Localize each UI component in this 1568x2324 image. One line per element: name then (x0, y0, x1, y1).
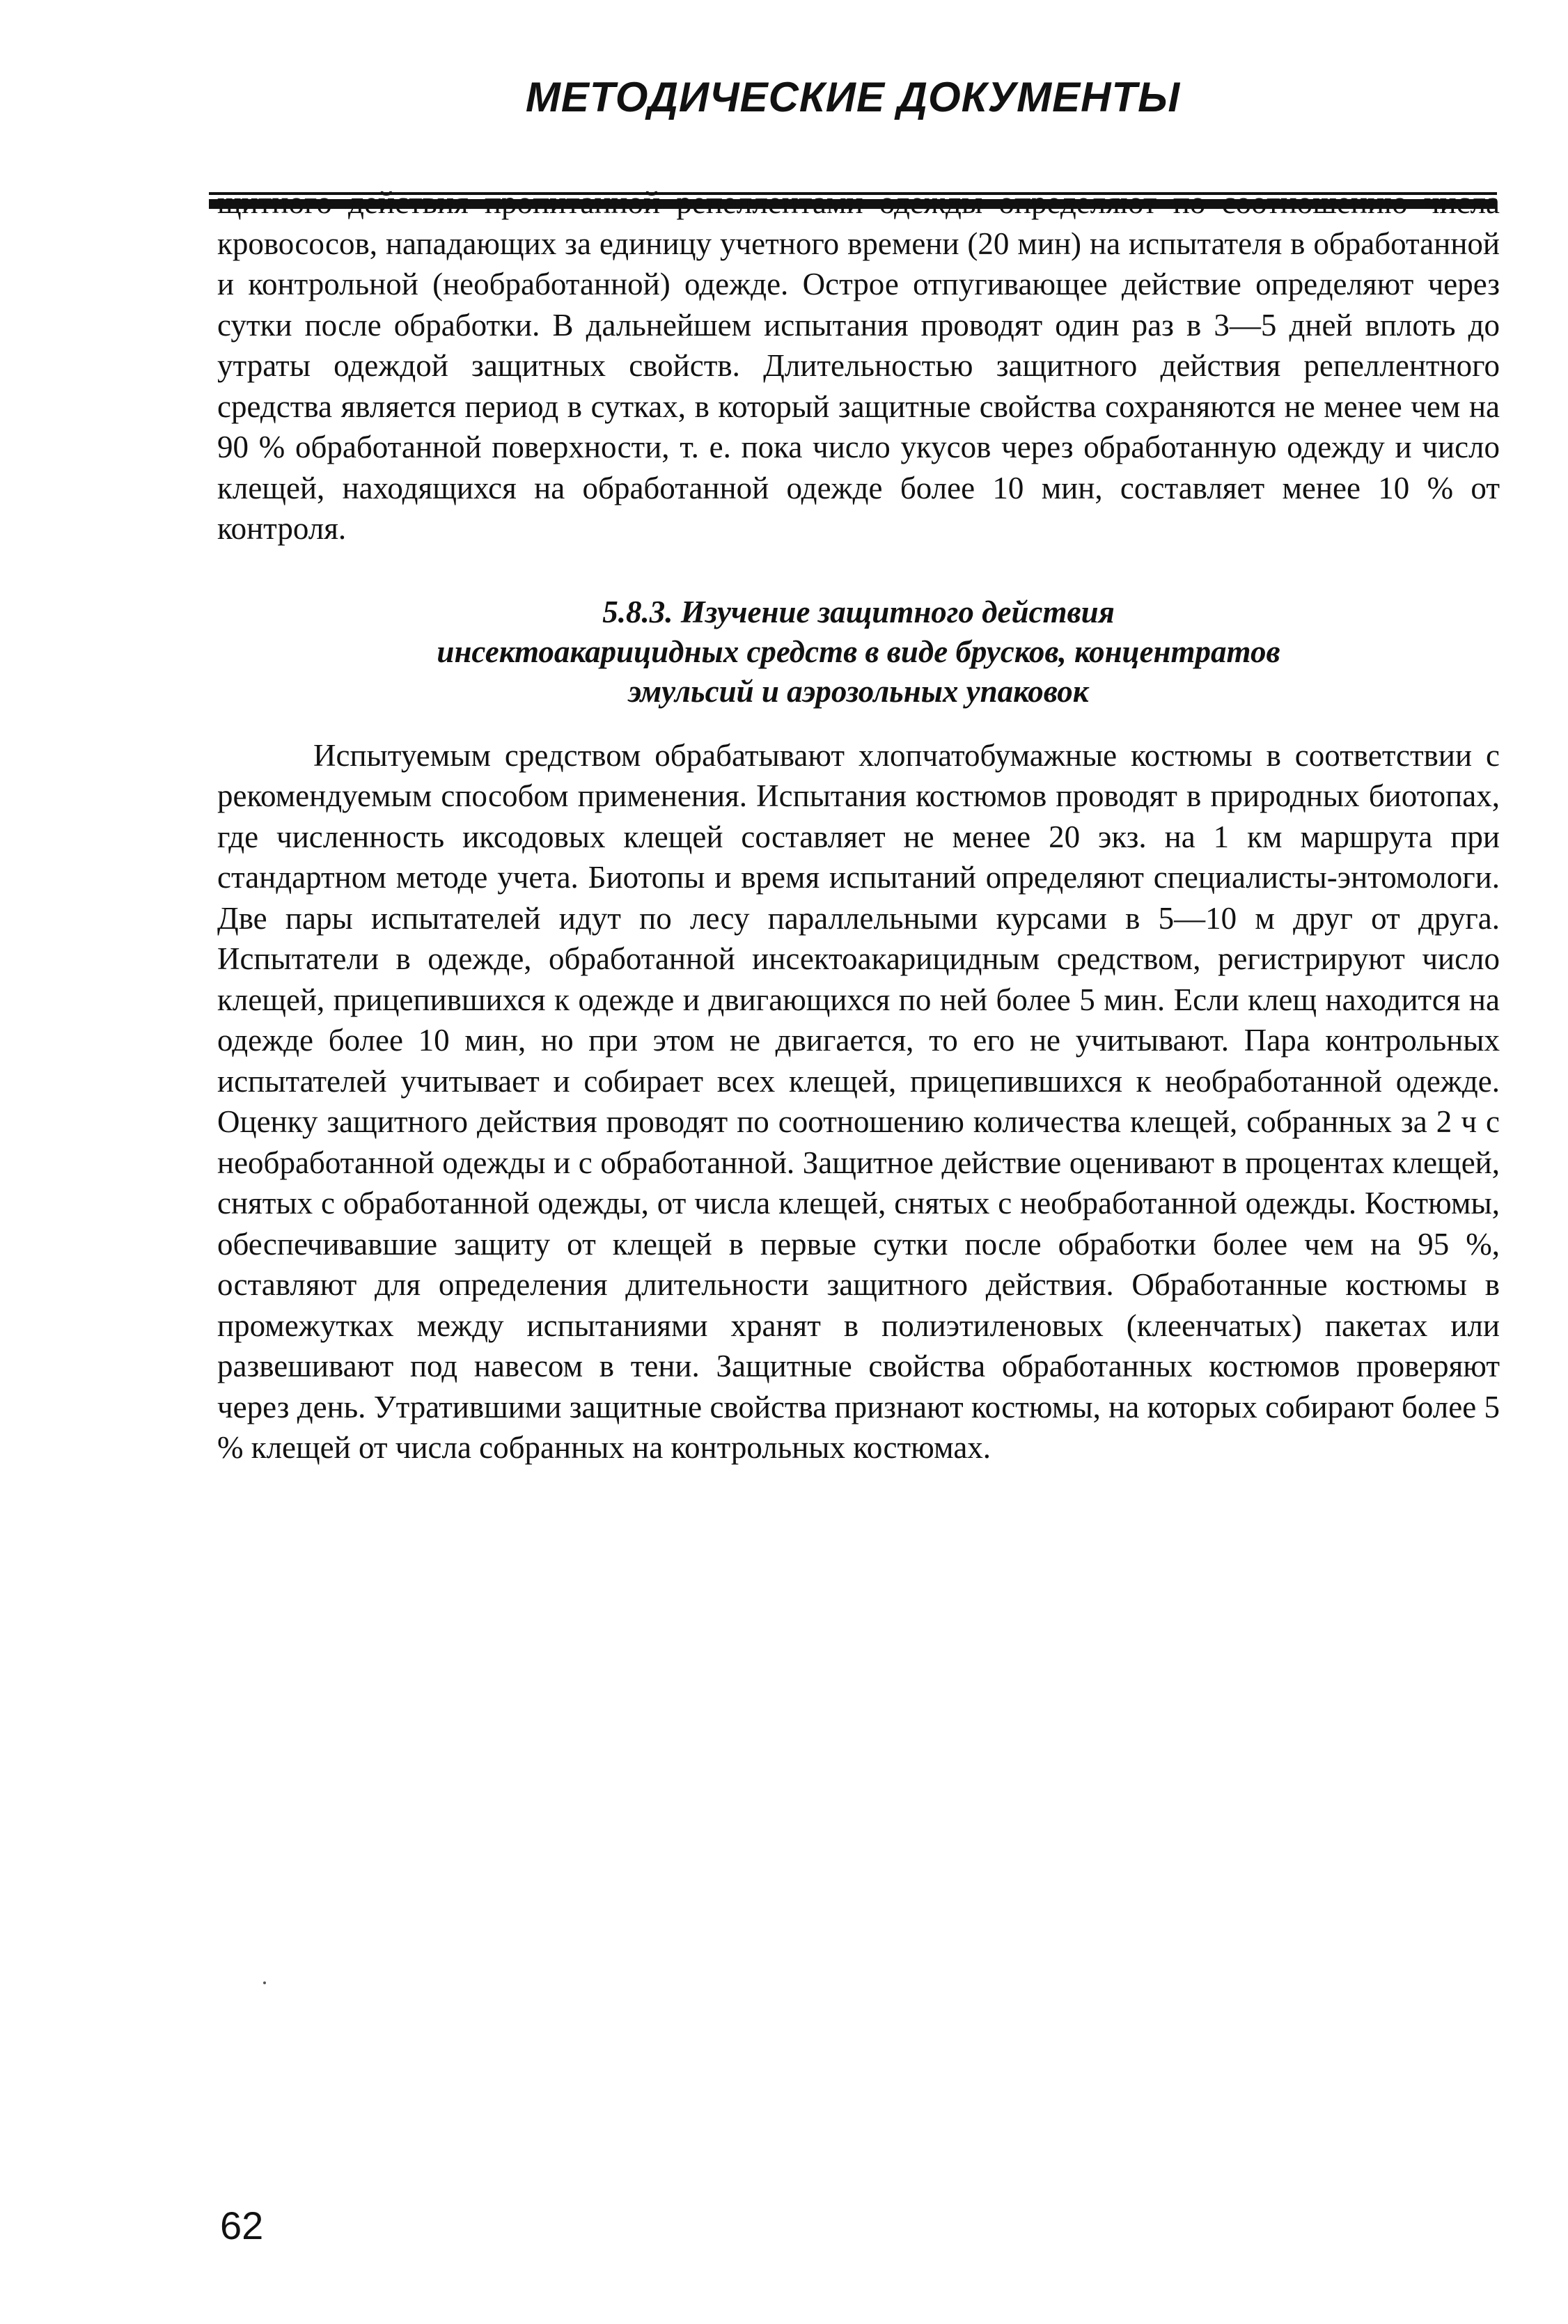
running-head-title: МЕТОДИЧЕСКИЕ ДОКУМЕНТЫ (525, 74, 1181, 120)
running-head (209, 67, 1497, 143)
scan-speck (263, 1981, 266, 1984)
page-number: 62 (220, 2204, 264, 2247)
page-content (217, 182, 1500, 1468)
section-heading (217, 592, 1500, 712)
body-paragraph-continued: щитного действия пропитанной репеллентами одежды определяют по соотношению числа кровососов, нападающих за единицу учетного времени (20 мин) на испытателя в обработанной и контрольной (необработанной) одежде. Острое отпугивающее действие определяют через сутки после обработки. В дальнейшем испытания проводят один раз в 3—5 дней вплоть до утраты одеждой защитных свойств. Длительностью защитного действия репеллентного средства является период в сутках, в который защитные свойства сохраняются не менее чем на 90 % обработанной поверхности, т. е. пока число укусов через обработанную одежду и число клещей, находящихся на обработанной одежде более 10 мин, составляет менее 10 % от контроля. (217, 185, 1500, 546)
section-heading-line-2: инсектоакарицидных средств в виде брусков, концентратов (437, 634, 1280, 669)
body-paragraph-section-text: Испытуемым средством обрабатывают хлопчатобумажные костюмы в соответствии с рекомендуемым способом применения. Испытания костюмов проводят в природных биотопах, где численность иксодовых клещей составляет не менее 20 экз. на 1 км маршрута при стандартном методе учета. Биотопы и время испытаний определяют специалисты-энтомологи. Две пары испытателей идут по лесу параллельными курсами в 5—10 м друг от друга. Испытатели в одежде, обработанной инсектоакарицидным средством, регистрируют число клещей, прицепившихся к одежде и двигающихся по ней более 5 мин. Если клещ находится на одежде более 10 мин, но при этом не двигается, то его не учитывают. Пара контрольных испытателей учитывает и собирает всех клещей, прицепившихся к необработанной одежде. Оценку защитного действия проводят по соотношению количества клещей, собранных за 2 ч с необработанной одежды и с обработанной. Защитное действие оценивают в процентах клещей, снятых с обработанной одежды, от числа клещей, снятых с необработанной одежды. Костюмы, обеспечивавшие защиту от клещей в первые сутки после обработки более чем на 95 %, оставляют для определения длительности защитного действия. Обработанные костюмы в промежутках между испытаниями хранят в полиэтиленовых (клеенчатых) пакетах или развешивают под навесом в тени. Защитные свойства обработанных костюмов проверяют через день. Утратившими защитные свойства признают костюмы, на которых собирают более 5 % клещей от числа собранных на контрольных костюмах. (217, 737, 1500, 1465)
section-heading-line-1: 5.8.3. Изучение защитного действия (602, 594, 1115, 629)
section-heading-line-3: эмульсий и аэрозольных упаковок (628, 673, 1089, 709)
